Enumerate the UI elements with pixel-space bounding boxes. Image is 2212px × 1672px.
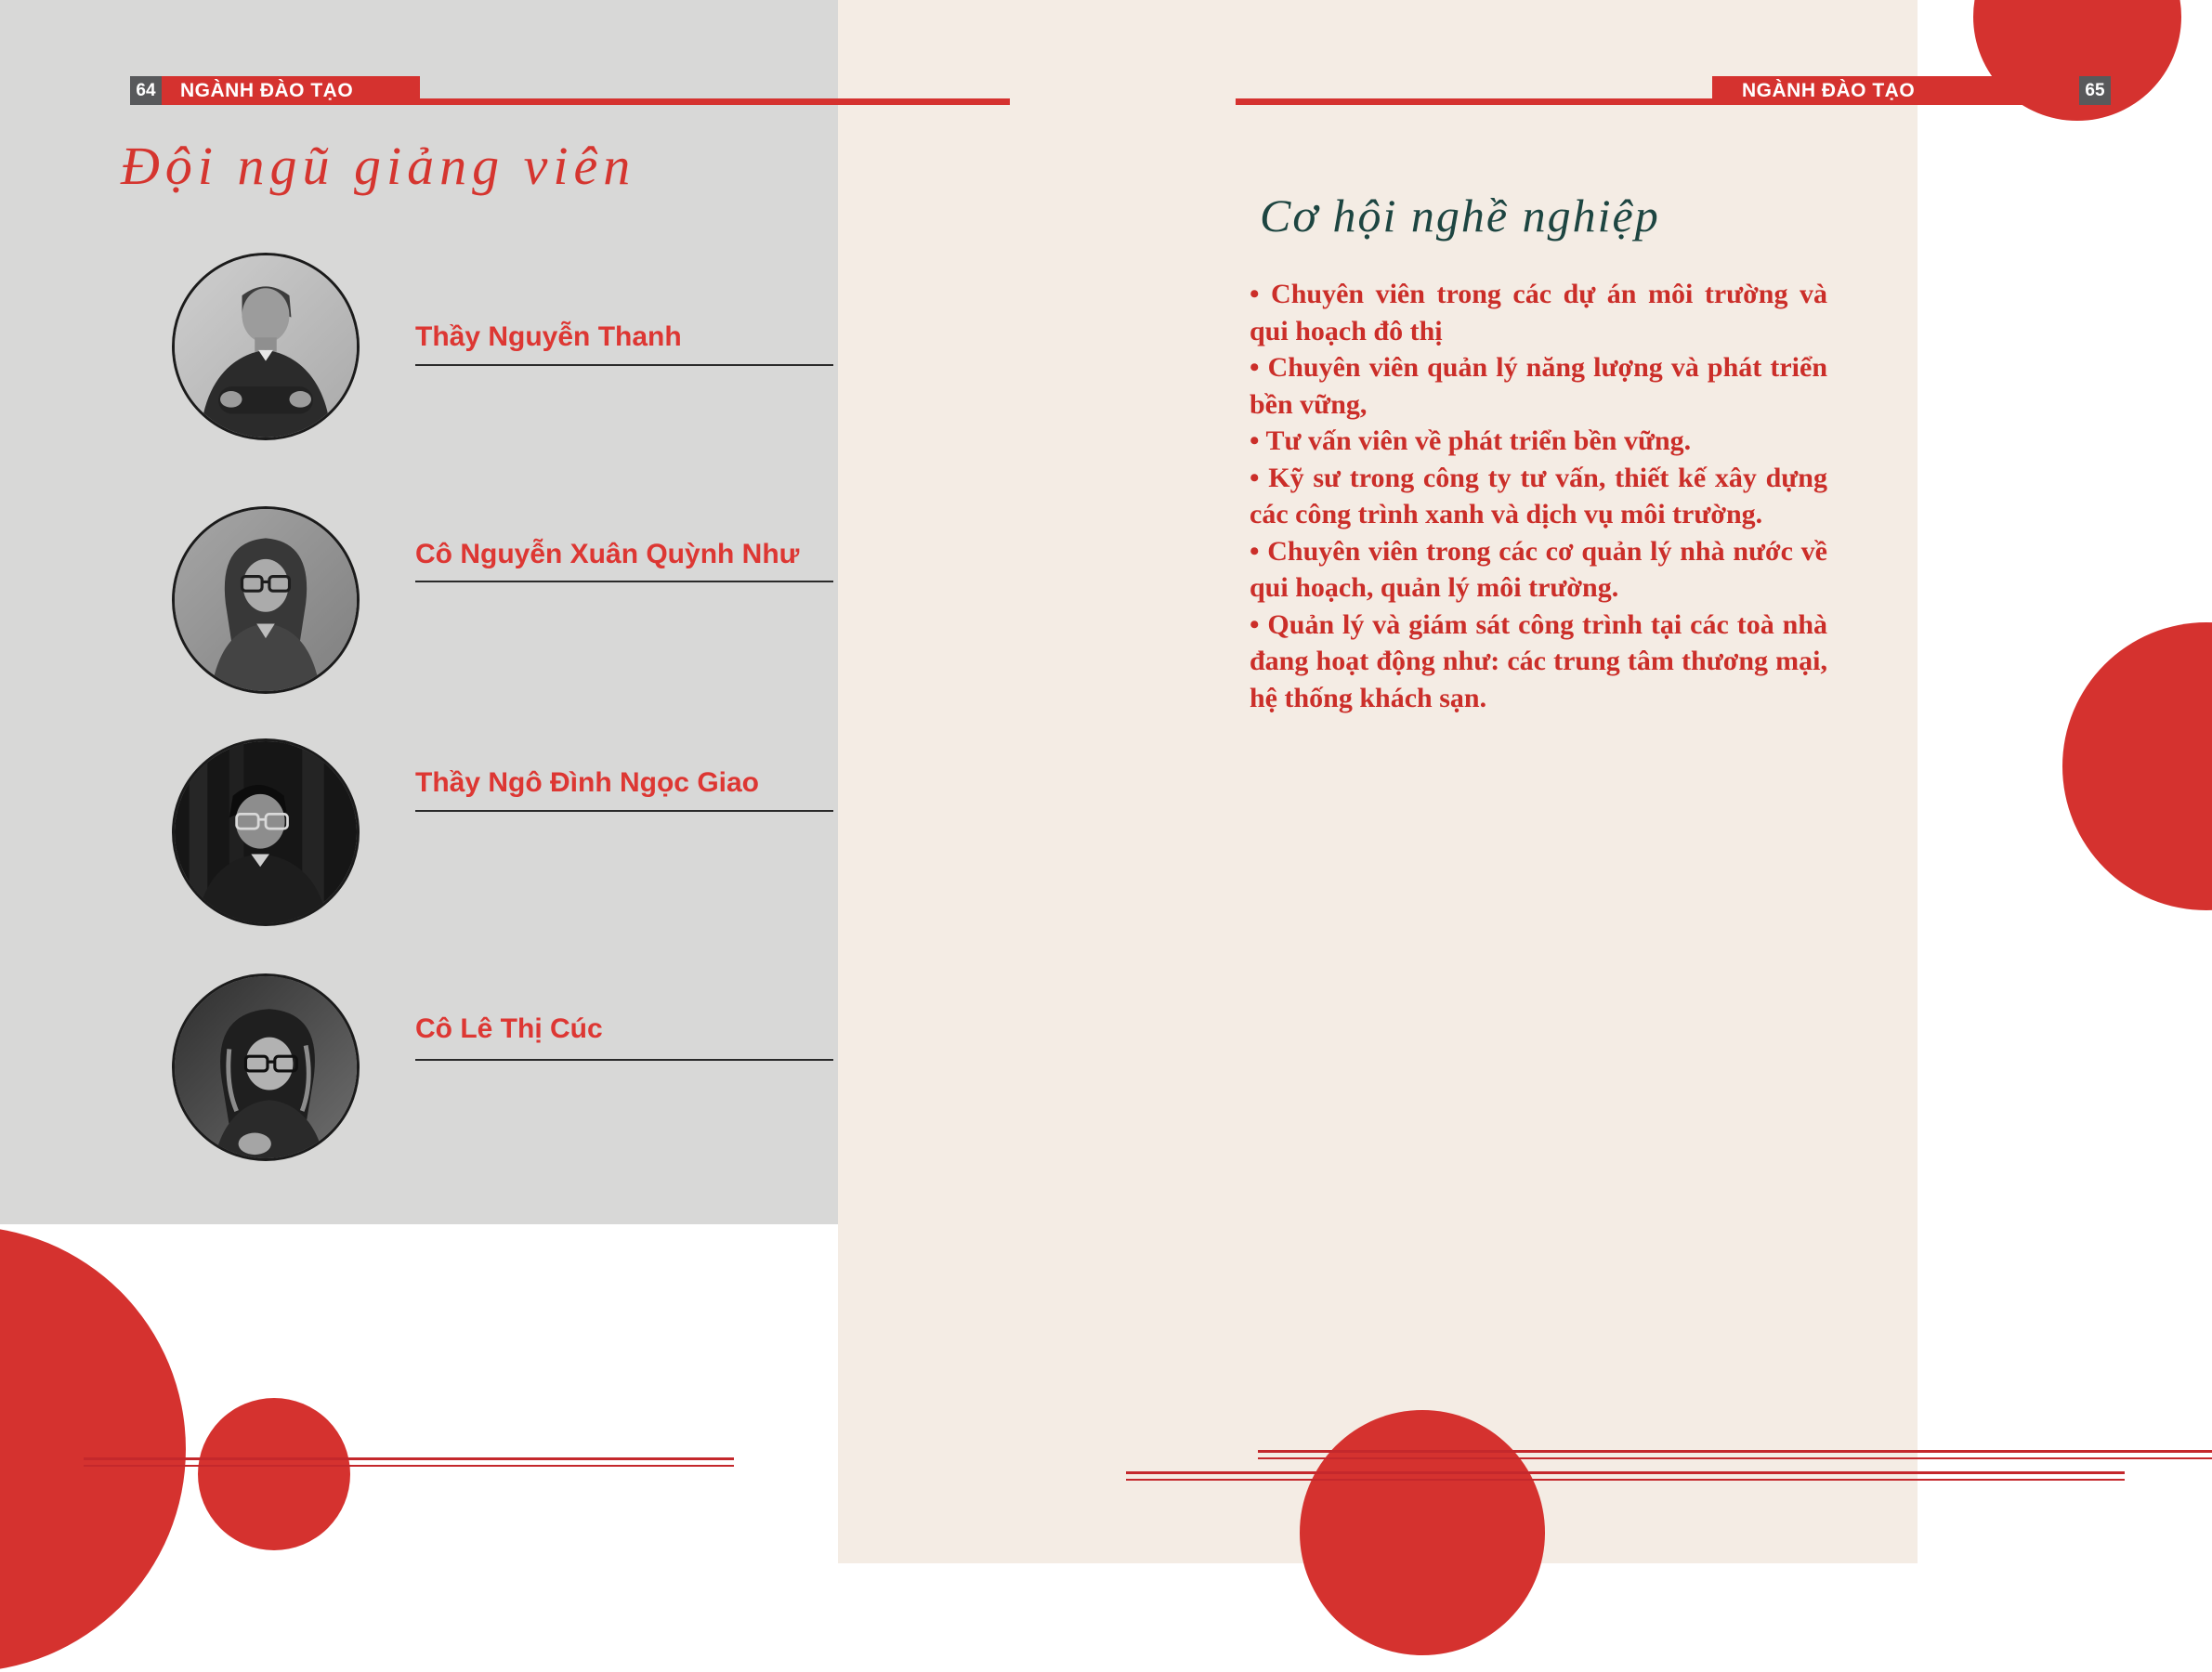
lecturer-name: Thầy Ngô Đình Ngọc Giao	[415, 767, 760, 798]
career-item: • Tư vấn viên về phát triển bền vững.	[1250, 425, 1692, 456]
lecturer-row	[172, 506, 833, 701]
lecturer-name-underline	[415, 810, 833, 812]
decorative-line-bottom-right	[1258, 1457, 2212, 1459]
career-opportunities-list	[1250, 276, 1827, 716]
left-header-label: NGÀNH ĐÀO TẠO	[180, 79, 354, 101]
left-header-rule	[420, 98, 1010, 105]
decorative-line-bottom-left	[84, 1457, 734, 1460]
decorative-circle-bottom-center	[1300, 1410, 1545, 1655]
left-header-bar	[162, 76, 420, 105]
left-page-title: Đội ngũ giảng viên	[121, 136, 636, 196]
lecturer-photo	[172, 506, 360, 694]
page-number-right	[2079, 76, 2111, 105]
lecturer-row	[172, 253, 833, 448]
decorative-circle-bottom-left-medium	[198, 1398, 350, 1550]
decorative-circle-bottom-left-large	[0, 1226, 186, 1672]
decorative-line-bottom-right	[1258, 1450, 2212, 1453]
lecturer-name-underline	[415, 1059, 833, 1061]
page-number-left-text: 64	[136, 80, 156, 100]
lecturer-row	[172, 973, 833, 1169]
lecturer-photo	[172, 738, 360, 926]
career-item: • Kỹ sư trong công ty tư vấn, thiết kế xây dựng các công trình xanh và dịch vụ môi trường.	[1250, 462, 1827, 529]
career-item: • Chuyên viên quản lý năng lượng và phát triển bền vững,	[1250, 352, 1827, 420]
career-item: • Chuyên viên trong các dự án môi trường và qui hoạch đô thị	[1250, 279, 1827, 346]
lecturer-name-underline	[415, 581, 833, 582]
right-header-bar	[1712, 76, 2086, 105]
lecturer-name: Cô Lê Thị Cúc	[415, 1013, 603, 1044]
male-suit-portrait-illustration	[175, 255, 357, 438]
lecturer-photo	[172, 973, 360, 1161]
lecturer-name-underline	[415, 364, 833, 366]
lecturer-row	[172, 738, 833, 934]
decorative-line-bottom-right	[1126, 1479, 2125, 1481]
decorative-circle-mid-right	[2062, 622, 2212, 910]
career-item: • Chuyên viên trong các cơ quản lý nhà nước về qui hoạch, quản lý môi trường.	[1250, 535, 1827, 603]
decorative-line-bottom-left	[84, 1465, 734, 1467]
male-glasses-dark-portrait-illustration	[175, 741, 357, 923]
right-header-label: NGÀNH ĐÀO TẠO	[1742, 79, 1916, 101]
page-number-left	[130, 76, 162, 105]
female-glasses-portrait-illustration	[175, 509, 357, 691]
page-number-right-text: 65	[2085, 80, 2105, 100]
right-header-rule	[1236, 98, 1712, 105]
lecturer-name: Cô Nguyễn Xuân Quỳnh Như	[415, 539, 800, 569]
female-glasses-portrait-illustration	[175, 976, 357, 1158]
decorative-line-bottom-right	[1126, 1471, 2125, 1474]
career-item: • Quản lý và giám sát công trình tại các toà nhà đang hoạt động như: các trung tâm thương mại, hệ thống khách sạn.	[1250, 608, 1827, 713]
lecturer-photo	[172, 253, 360, 440]
lecturer-name: Thầy Nguyễn Thanh	[415, 321, 682, 352]
right-page-title: Cơ hội nghề nghiệp	[1260, 189, 1660, 242]
